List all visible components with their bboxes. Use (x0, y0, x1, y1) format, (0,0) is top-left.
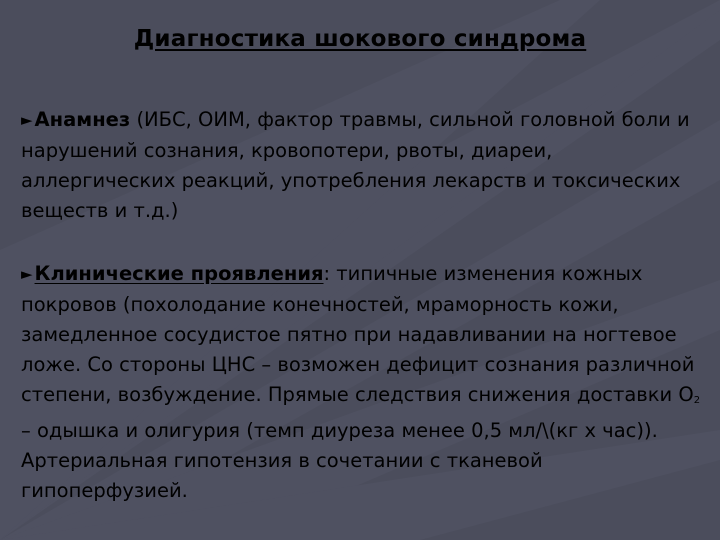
clinical-paragraph (21, 259, 706, 506)
clinical-term: Клинические проявления (34, 262, 324, 285)
anamnesis-text: (ИБС, ОИМ, фактор травмы, сильной головной боли и нарушений сознания, кровопотери, рвоты, диареи, аллергических реакций, употребления лекарств и токсических веществ и т.д.) (21, 108, 690, 222)
clinical-text-part-2: – одышка и олигурия (темп диуреза менее 0,5 мл/\(кг х час)). Артериальная гипотензия в сочетании с тканевой гипоперфузией. (21, 419, 658, 502)
bullet-pointer-icon: ► (21, 265, 33, 283)
anamnesis-term: Анамнез (34, 108, 131, 131)
anamnesis-paragraph (21, 105, 706, 226)
oxygen-subscript: 2 (693, 395, 701, 406)
bullet-pointer-icon: ► (21, 111, 33, 129)
slide-title: Диагностика шокового синдрома (133, 26, 587, 52)
clinical-text-part-1: : типичные изменения кожных покровов (похолодание конечностей, мраморность кожи, замедленное сосудистое пятно при надавливании на ногтевое ложе. Со стороны ЦНС – возможен дефицит сознания различной степени, возбуждение. Прямые следствия снижения доставки О (21, 262, 695, 406)
